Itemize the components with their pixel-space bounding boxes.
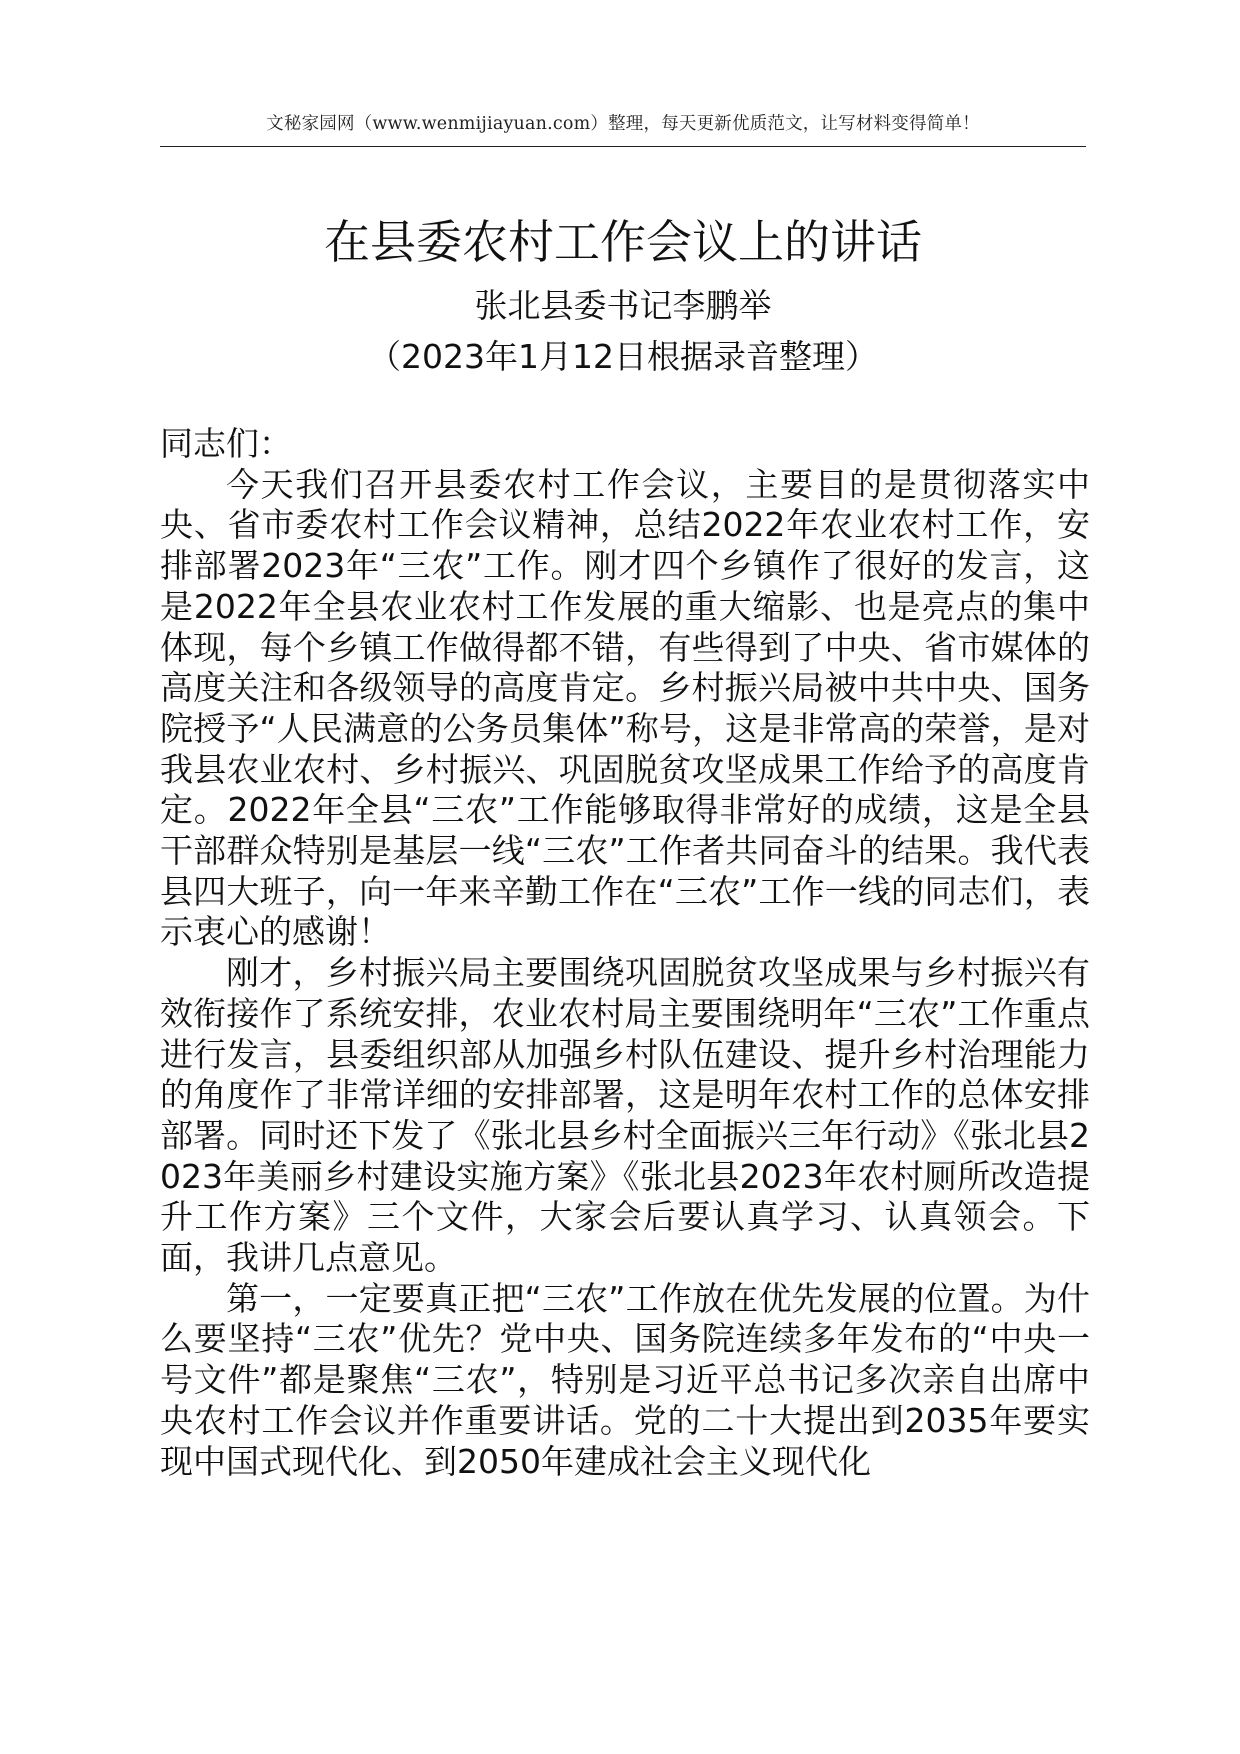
document-body [160, 424, 1090, 1482]
body-paragraph: 刚才，乡村振兴局主要围绕巩固脱贫攻坚成果与乡村振兴有效衔接作了系统安排，农业农村局主要围绕明年“三农”工作重点进行发言，县委组织部从加强乡村队伍建设、提升乡村治理能力的角度作了非常详细的安排部署，这是明年农村工作的总体安排部署。同时还下发了《张北县乡村全面振兴三年行动》《张北县2023年美丽乡村建设实施方案》《张北县2023年农村厕所改造提升工作方案》三个文件，大家会后要认真学习、认真领会。下面，我讲几点意见。 [160, 953, 1090, 1278]
document-title: 在县委农村工作会议上的讲话 [324, 215, 922, 269]
body-paragraph: 今天我们召开县委农村工作会议，主要目的是贯彻落实中央、省市委农村工作会议精神，总结2022年农业农村工作，安排部署2023年“三农”工作。刚才四个乡镇作了很好的发言，这是2022年全县农业农村工作发展的重大缩影、也是亮点的集中体现，每个乡镇工作做得都不错，有些得到了中央、省市媒体的高度关注和各级领导的高度肯定。乡村振兴局被中共中央、国务院授予“人民满意的公务员集体”称号，这是非常高的荣誉，是对我县农业农村、乡村振兴、巩固脱贫攻坚成果工作给予的高度肯定。2022年全县“三农”工作能够取得非常好的成绩，这是全县干部群众特别是基层一线“三农”工作者共同奋斗的结果。我代表县四大班子，向一年来辛勤工作在“三农”工作一线的同志们，表示衷心的感谢！ [160, 464, 1090, 952]
header-divider [160, 146, 1086, 147]
page-header-text: 文秘家园网（www.wenmijiayuan.com）整理，每天更新优质范文，让写材料变得简单！ [266, 114, 980, 134]
body-paragraph: 第一，一定要真正把“三农”工作放在优先发展的位置。为什么要坚持“三农”优先？党中央、国务院连续多年发布的“中央一号文件”都是聚焦“三农”，特别是习近平总书记多次亲自出席中央农村工作会议并作重要讲话。党的二十大提出到2035年要实现中国式现代化、到2050年建成社会主义现代化 [160, 1278, 1090, 1481]
document-author: 张北县委书记李鹏举 [474, 286, 772, 325]
salutation: 同志们： [160, 424, 292, 463]
document-date-note: （2023年1月12日根据录音整理） [368, 337, 878, 376]
